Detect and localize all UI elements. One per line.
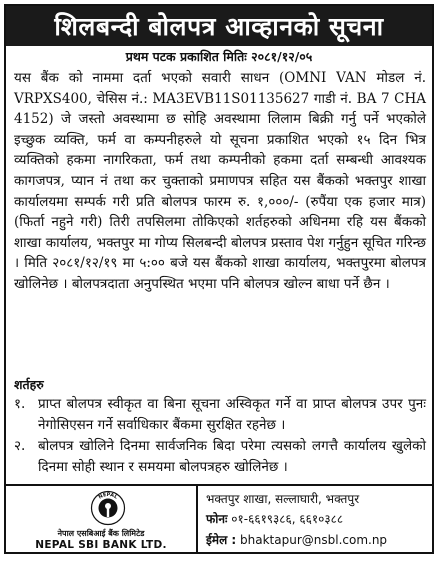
phone-label: फोनः (206, 512, 228, 526)
term-item (14, 394, 426, 435)
notice-footer (6, 484, 432, 554)
term-number: १. (14, 396, 26, 412)
term-text: प्राप्त बोलपत्र स्वीकृत वा बिना सूचना अस्विकृत गर्ने वा प्राप्त बोलपत्र उपर पुनः नेगोसिएसन गर्ने सर्वाधिकार बैंकमा सुरक्षित रहनेछ । (38, 396, 426, 433)
branch-phone (206, 510, 343, 527)
bank-logo-block (6, 486, 198, 554)
logo-ring-text: NEPAL (97, 491, 119, 501)
notice-title: शिलबन्दी बोलपत्र आव्हानको सूचना (6, 6, 432, 46)
email-label: ईमेल : (206, 533, 237, 547)
term-text: बोलपत्र खोलिने दिनमा सार्वजनिक बिदा परेमा त्यसको लगत्तै कार्यालय खुलेको दिनमा सोही स्थान र समयमा बोलपत्रहरु खोलिनेछ । (38, 438, 426, 475)
phone-number: ०१-६६१९३८६, ६६१०३८८ (231, 512, 344, 526)
terms-heading: शर्तहरु (14, 377, 44, 392)
term-number: २. (14, 438, 26, 454)
notice-body: यस बैंक को नाममा दर्ता भएको सवारी साधन (OMNI VAN मोडल नं. VRPXS400, चेसिस नं.: MA3EVB11S01135627 गाडी नं. BA 7 CHA 4152) जे जस्तो अवस्थामा छ सोहि अवस्थामा लिलाम बिक्री गर्नु पर्ने भएकोले इच्छुक व्यक्ति, फर्म वा कम्पनीहरुले यो सूचना प्रकाशित भएको १५ दिन भित्र व्यक्तिको हकमा नागरिकता, फर्म तथा कम्पनीको हकमा दर्ता सम्बन्धी आवश्यक कागजपत्र, प्यान नं तथा कर चुक्ताको प्रमाणपत्र सहित यस बैंकको भक्तपुर शाखा कार्यालयमा सम्पर्क गरी प्रति बोलपत्र फारम रु. १,०००/- (रुपैंया एक हजार मात्र) (फिर्ता नहुने गरी) तिरी तपसिलमा तोकिएको शर्तहरुको अधिनमा रहि यस बैंकको शाखा कार्यालय, भक्तपुर मा गोप्य सिलबन्दी बोलपत्र प्रस्ताव पेश गर्नुहुन सूचित गरिन्छ । मिति २०८१/१२/१९ मा ५:०० बजे यस बैंकको शाखा कार्यालय, भक्तपुरमा बोलपत्र खोलिनेछ । बोलपत्रदाता अनुपस्थित भएमा पनि बोलपत्र खोल्न बाधा पर्ने छैन । (14, 70, 426, 292)
publication-date: प्रथम पटक प्रकाशित मितिः २०८१/१२/०५ (125, 49, 313, 64)
branch-address: भक्तपुर शाखा, सल्लाघारी, भक्तपुर (206, 492, 360, 506)
bank-logo-icon (90, 490, 126, 526)
email-address: bhaktapur@nsbl.com.np (240, 533, 388, 547)
term-item (14, 436, 426, 477)
tender-notice (4, 4, 434, 554)
branch-email (206, 531, 387, 548)
bank-name-nepali: नेपाल एसबिआई बैंक लिमिटेड (57, 529, 145, 538)
bank-name-english: NEPAL SBI BANK LTD. (35, 539, 167, 551)
